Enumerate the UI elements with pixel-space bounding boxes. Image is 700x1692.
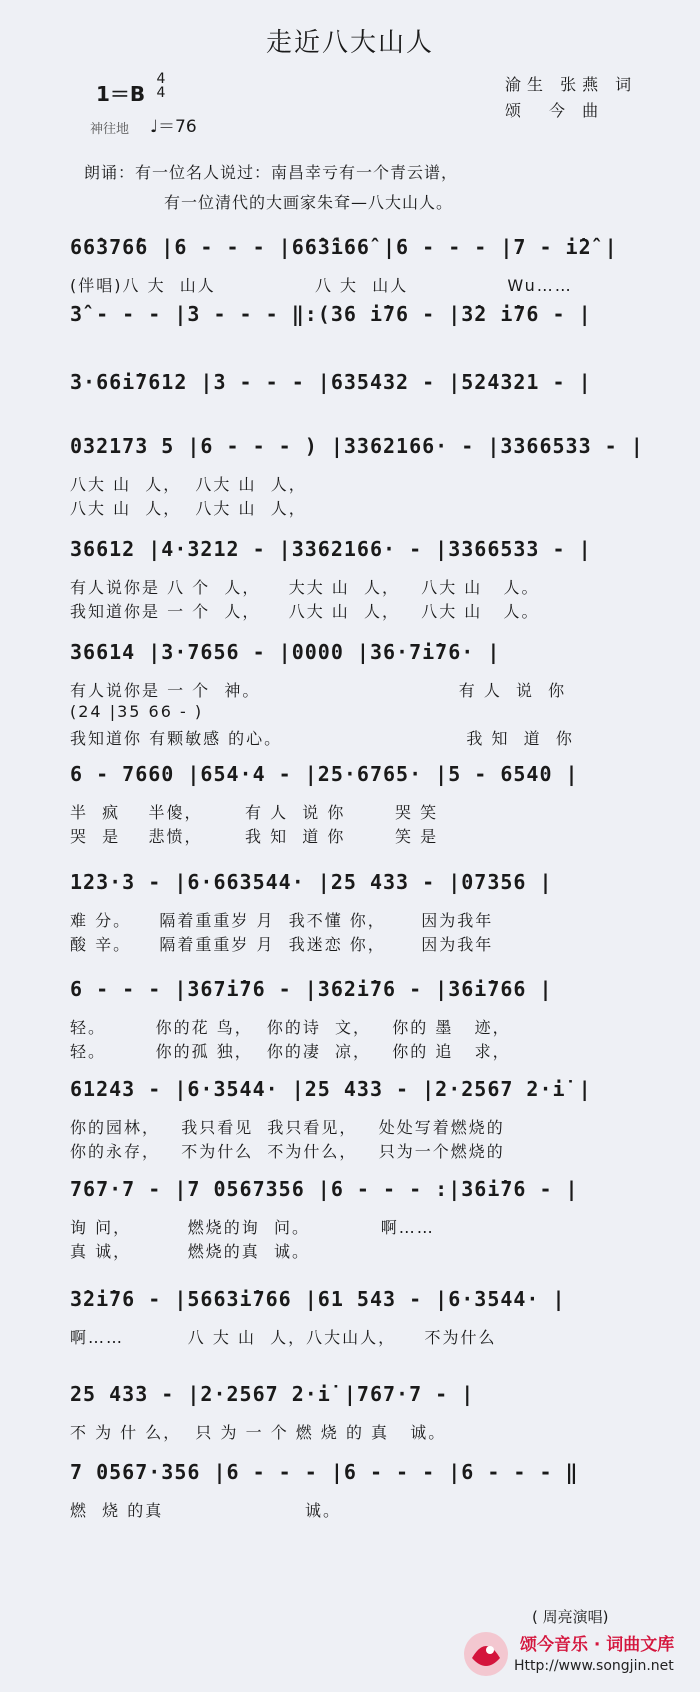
credits: [505, 72, 637, 124]
lyric-line: (伴唱)八 大 山人 八 大 山人 Wu……: [70, 276, 573, 295]
lyric-line: 有人说你是 八 个 人， 大大 山 人， 八大 山 人。: [70, 578, 540, 597]
score-system: [70, 1075, 630, 1161]
notation-line: 36612 |4·3212 - |3362166· - |3366533 - |: [70, 537, 592, 561]
score-system: [70, 300, 630, 328]
recitation: [84, 158, 458, 218]
lyric-line: 哭 是 悲愤， 我 知 道 你 笑 是: [70, 827, 439, 846]
score-system: [70, 638, 630, 748]
singer-credit: ( 周亮演唱): [532, 1608, 609, 1626]
lyric-line: 你的园林， 我只看见 我只看见， 处处写着燃烧的: [70, 1118, 505, 1137]
score-system: [70, 432, 644, 518]
tempo-mark: ♩＝76: [150, 117, 197, 137]
lyric-line: 不 为 什 么， 只 为 一 个 燃 烧 的 真 诚。: [70, 1423, 447, 1442]
lyric-line: 有人说你是 一 个 神。 有 人 说 你: [70, 681, 567, 700]
lyric-line: 轻。 你的花 鸟， 你的诗 文， 你的 墨 迹，: [70, 1018, 511, 1037]
score-system: [70, 368, 630, 396]
brand-logo-icon: [460, 1628, 512, 1680]
lyric-line: 难 分。 隔着重重岁 月 我不懂 你， 因为我年: [70, 911, 494, 930]
lyric-line: 真 诚， 燃烧的真 诚。: [70, 1242, 310, 1261]
brand-name: 颂今音乐 · 词曲文库: [520, 1635, 675, 1655]
notation-line: 3·66i̇7612 |3 - - - |635432 - |524321 - |: [70, 370, 592, 394]
score-system: [70, 233, 630, 295]
lyric-line: 我知道你是 一 个 人， 八大 山 人， 八大 山 人。: [70, 602, 540, 621]
notation-line: 61243 - |6·3544· |25 433 - |2·2567 2·i̇ |: [70, 1077, 592, 1101]
notation-line: 6 - - - |367i̇76 - |362i̇76 - |36i̇766 |: [70, 977, 553, 1001]
score-system: [70, 535, 630, 621]
notation-line: 3̇2i̇76 - |5663i̇766 |61 543 - |6·3544· |: [70, 1287, 566, 1311]
score-system: [70, 760, 630, 846]
composer-credit: 颂 今 曲: [505, 101, 605, 120]
notation-line: 767·7 - |7 0567356 |6 - - - :|36i̇76 - |: [70, 1177, 579, 1201]
score-system: [70, 1175, 630, 1261]
notation-line: 7 0567·356 |6 - - - |6 - - - |6 - - - ‖: [70, 1460, 579, 1484]
lyric-line: 半 疯 半傻， 有 人 说 你 哭 笑: [70, 803, 439, 822]
time-signature: 4 4: [156, 71, 166, 101]
lyric-line: 我知道你 有颗敏感 的心。 我 知 道 你: [70, 729, 574, 748]
key-signature: 1＝B: [96, 82, 146, 106]
lyric-line: 啊…… 八 大 山 人，八大山人， 不为什么: [70, 1328, 497, 1347]
lyric-line: 八大 山 人， 八大 山 人，: [70, 499, 307, 518]
lyric-line: 燃 烧 的真 诚。: [70, 1501, 341, 1520]
lyric-line: 询 问， 燃烧的询 问。 啊……: [70, 1218, 435, 1237]
lyric-line: 轻。 你的孤 独， 你的凄 凉， 你的 追 求，: [70, 1042, 511, 1061]
recitation-line: 有一位清代的大画家朱耷—八大山人。: [164, 193, 454, 212]
score-system: [70, 868, 630, 954]
lyric-line: (24 |35 66 - ): [70, 702, 204, 721]
score-system: [70, 1380, 630, 1442]
score-system: [70, 1458, 630, 1520]
notation-line: 3̂ - - - |3 - - - ‖:(36 i̇76 - |3̇2 i̇76 - |: [70, 302, 592, 326]
notation-line: 66̂376̂6 |6 - - - |66̂3̂i66̂ |6 - - - |7 - i̇2̂ |: [70, 235, 618, 259]
recitation-line: 朗诵：有一位名人说过：南昌幸亏有一个青云谱，: [84, 163, 459, 182]
lyricist-credit: 渝生 张燕 词: [505, 75, 638, 94]
brand-url: Http://www.songjin.net: [514, 1658, 674, 1674]
notation-line: 6 - 7660 |654·4 - |25·6765· |5 - 6540 |: [70, 762, 579, 786]
style-mark: 神往地: [90, 122, 130, 137]
song-title: 走近八大山人: [265, 28, 434, 58]
score-system: [70, 1285, 630, 1347]
lyric-line: 八大 山 人， 八大 山 人，: [70, 475, 307, 494]
notation-line: 032173 5 |6 - - - ) |3362166· - |3366533 - |: [70, 434, 644, 458]
notation-line: 36614 |3·7656 - |0000 |36·7i̇76· |: [70, 640, 501, 664]
notation-line: 123·3 - |6·663544· |25 433 - |07356 |: [70, 870, 553, 894]
lyric-line: 酸 辛。 隔着重重岁 月 我迷恋 你， 因为我年: [70, 935, 494, 954]
notation-line: 25 433 - |2·2567 2·i̇ |767·7 - |: [70, 1382, 475, 1406]
score-system: [70, 975, 630, 1061]
lyric-line: 你的永存， 不为什么 不为什么， 只为一个燃烧的: [70, 1142, 505, 1161]
